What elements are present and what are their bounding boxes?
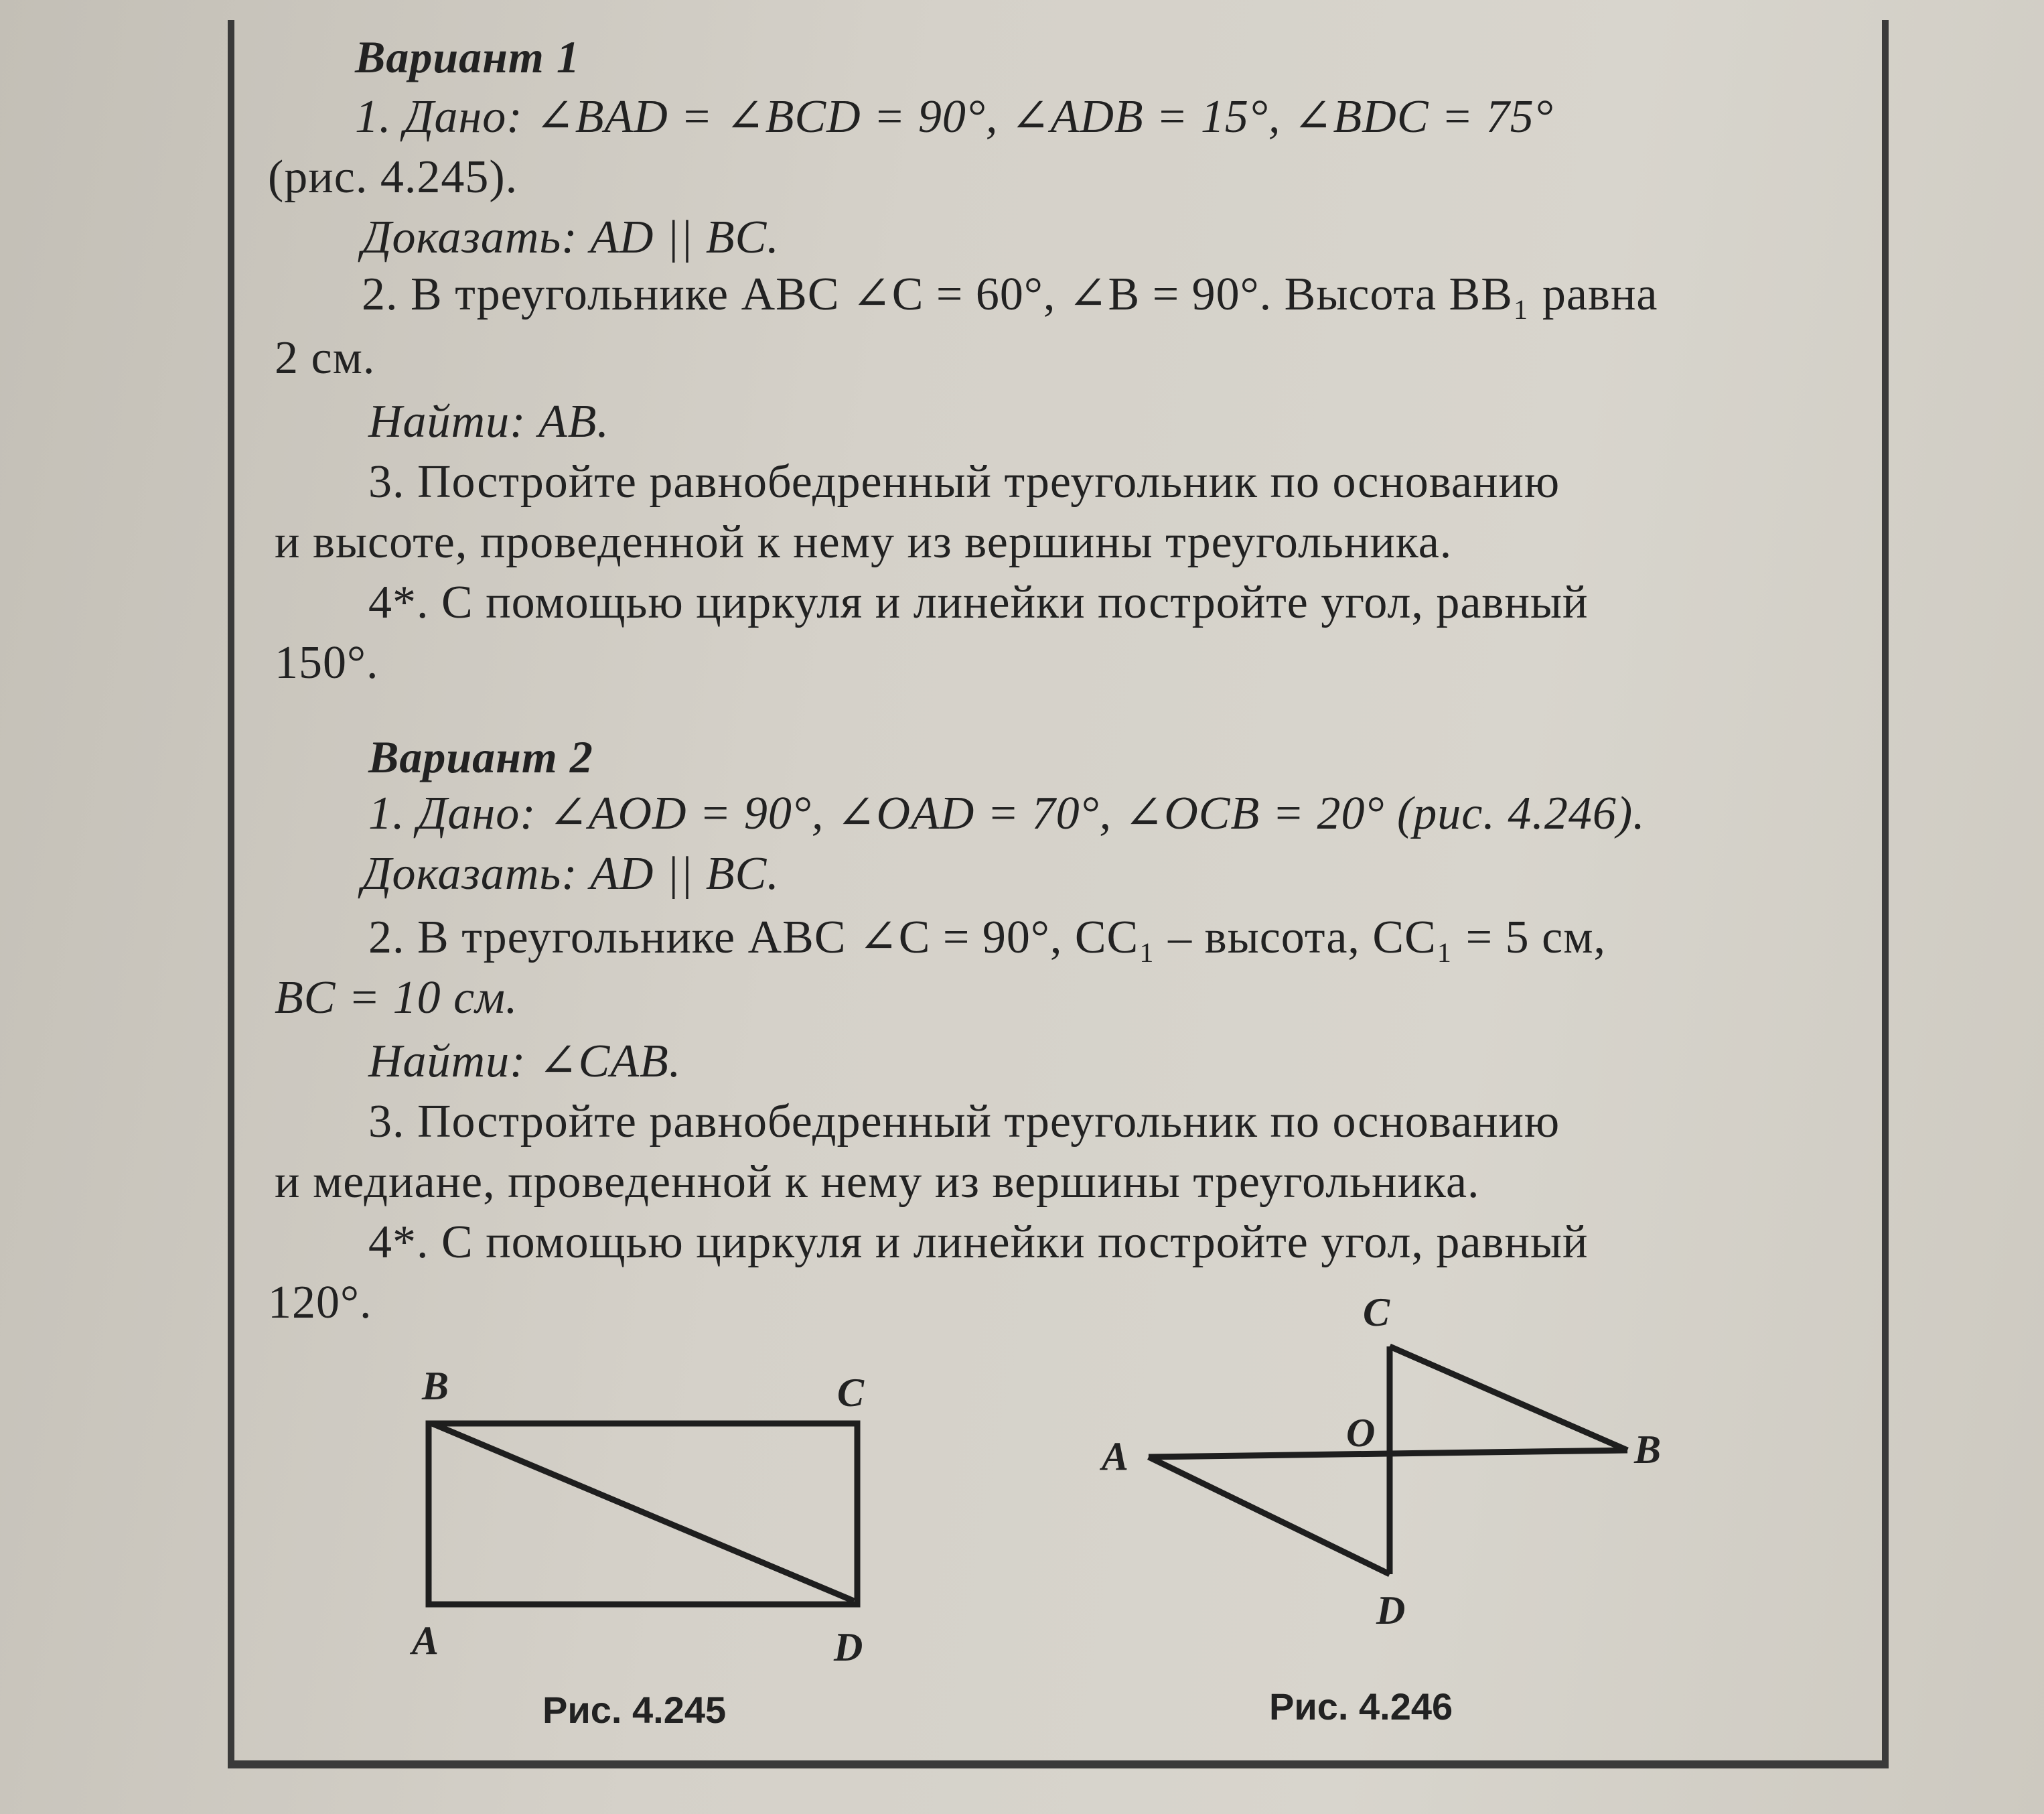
variant1-problem3-line2: и высоте, проведенной к нему из вершины треугольника. xyxy=(275,516,1453,568)
variant2-problem1-prove: Доказать: AD || BC. xyxy=(362,848,780,900)
variant2-problem2-line1: 2. В треугольнике ABC ∠C = 90°, CC₁ – высота, CC₁ = 5 см, xyxy=(368,912,1607,963)
figure-4-246 xyxy=(1149,1346,1627,1574)
fig2-label-c: C xyxy=(1363,1290,1390,1334)
variant2-problem3-line2: и медиане, проведенной к нему из вершины треугольника. xyxy=(275,1156,1480,1208)
variant1-problem1-line2: (рис. 4.245). xyxy=(268,151,518,203)
variant1-problem2-line2: 2 см. xyxy=(275,332,376,384)
figure-4-245 xyxy=(429,1423,857,1604)
variant1-problem3-line1: 3. Постройте равнобедренный треугольник по основанию xyxy=(368,456,1560,508)
fig1-label-c: C xyxy=(837,1371,865,1415)
variant2-problem4-line1: 4*. С помощью циркуля и линейки постройте угол, равный xyxy=(368,1216,1589,1268)
fig1-label-d: D xyxy=(834,1625,863,1669)
fig2-caption: Рис. 4.246 xyxy=(1269,1685,1453,1728)
variant1-problem4-line2: 150°. xyxy=(275,637,379,689)
variant2-problem3-line1: 3. Постройте равнобедренный треугольник по основанию xyxy=(368,1096,1560,1147)
diagonal-bd xyxy=(432,1423,854,1601)
fig2-label-o: O xyxy=(1346,1411,1376,1455)
variant1-problem4-line1: 4*. С помощью циркуля и линейки постройте угол, равный xyxy=(368,577,1589,628)
variant1-problem1-line1: 1. Дано: ∠BAD = ∠BCD = 90°, ∠ADB = 15°, ∠BDC = 75° xyxy=(355,91,1554,143)
variant2-problem2-find: Найти: ∠CAB. xyxy=(368,1036,682,1087)
variant2-problem2-line2: BC = 10 см. xyxy=(275,972,518,1024)
variant2-heading: Вариант 2 xyxy=(368,731,593,782)
fig2-label-a: A xyxy=(1102,1434,1129,1478)
segment-cb xyxy=(1390,1346,1627,1450)
fig2-label-d: D xyxy=(1376,1588,1406,1632)
variant1-problem2-line1: 2. В треугольнике ABC ∠C = 60°, ∠B = 90°. Высота BB₁ равна xyxy=(362,269,1658,320)
variant2-problem4-line2: 120°. xyxy=(268,1277,372,1328)
variant1-problem2-find: Найти: AB. xyxy=(368,396,609,447)
variant1-problem1-prove: Доказать: AD || BC. xyxy=(362,212,780,263)
variant1-heading: Вариант 1 xyxy=(355,31,580,82)
fig1-label-b: B xyxy=(422,1364,449,1408)
fig2-label-b: B xyxy=(1634,1427,1662,1472)
fig1-caption: Рис. 4.245 xyxy=(542,1689,727,1731)
fig1-label-a: A xyxy=(412,1618,439,1663)
variant2-problem1-line1: 1. Дано: ∠AOD = 90°, ∠OAD = 70°, ∠OCB = 20° (рис. 4.246). xyxy=(368,788,1646,839)
segment-ad xyxy=(1149,1457,1390,1574)
